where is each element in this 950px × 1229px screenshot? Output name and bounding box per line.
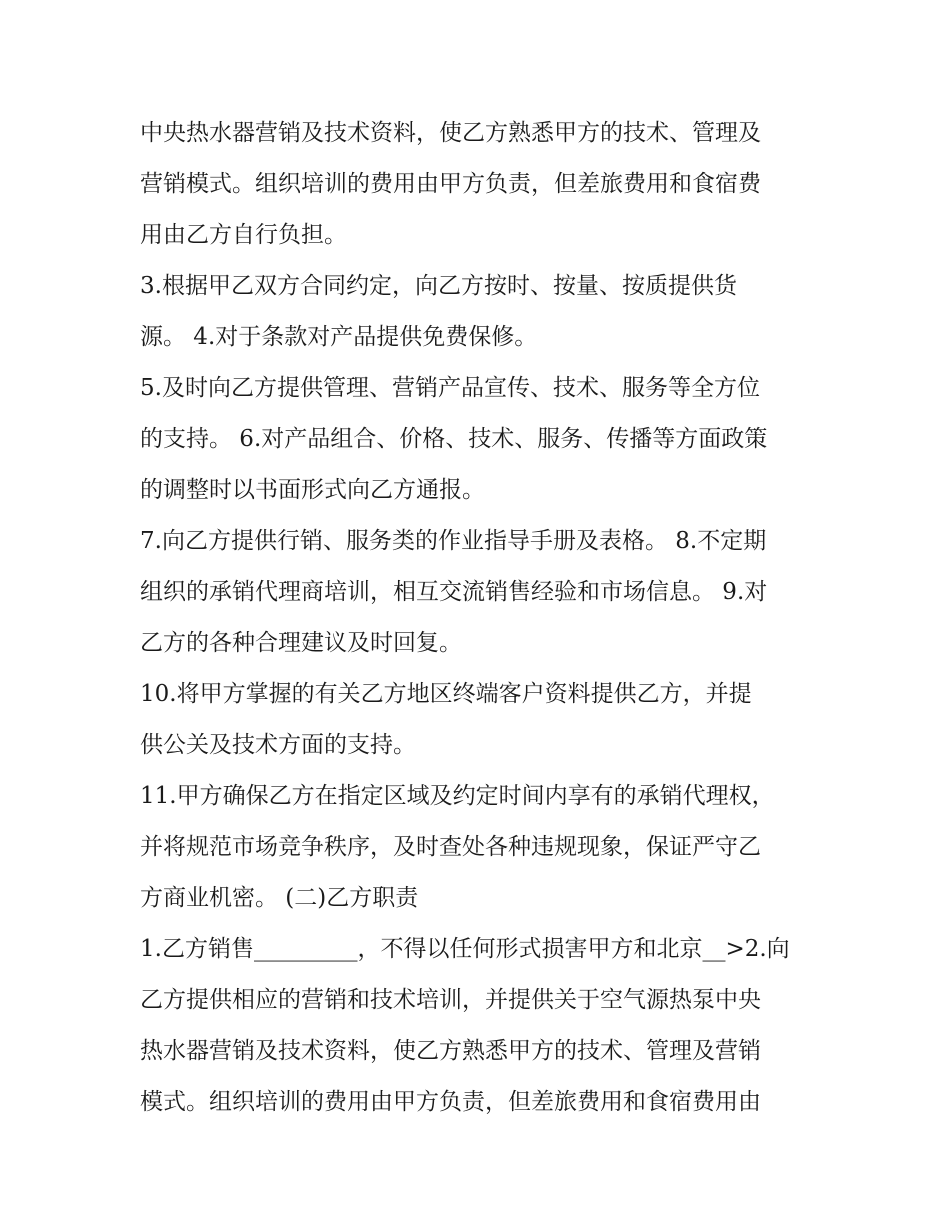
text-line: 乙方提供相应的营销和技术培训，并提供关于空气源热泵中央 — [140, 987, 761, 1013]
text-line: 并将规范市场竞争秩序，及时查处各种违规现象，保证严守乙 — [140, 834, 761, 860]
text-line: 用由乙方自行负担。 — [140, 222, 347, 248]
text-line: 10.将甲方掌握的有关乙方地区终端客户资料提供乙方，并提 — [140, 681, 752, 707]
text-line: 模式。组织培训的费用由甲方负责，但差旅费用和食宿费用由 — [140, 1089, 761, 1115]
text-line: 的支持。 6.对产品组合、价格、技术、服务、传播等方面政策 — [140, 426, 768, 452]
text-line: 3.根据甲乙双方合同约定，向乙方按时、按量、按质提供货 — [140, 273, 737, 299]
text-line: 方商业机密。 (二)乙方职责 — [140, 885, 419, 911]
text-line: 供公关及技术方面的支持。 — [140, 732, 416, 758]
text-line: 的调整时以书面形式向乙方通报。 — [140, 477, 485, 503]
text-line: 源。 4.对于条款对产品提供免费保修。 — [140, 324, 538, 350]
document-body — [140, 108, 820, 1128]
text-line: 1.乙方销售_________，不得以任何形式损害甲方和北京__>2.向 — [140, 936, 790, 962]
text-line: 11.甲方确保乙方在指定区域及约定时间内享有的承销代理权， — [140, 783, 775, 809]
text-line: 组织的承销代理商培训，相互交流销售经验和市场信息。 9.对 — [140, 579, 768, 605]
text-line: 热水器营销及技术资料，使乙方熟悉甲方的技术、管理及营销 — [140, 1038, 761, 1064]
text-line: 营销模式。组织培训的费用由甲方负责，但差旅费用和食宿费 — [140, 171, 761, 197]
text-line: 5.及时向乙方提供管理、营销产品宣传、技术、服务等全方位 — [140, 375, 760, 401]
text-line: 中央热水器营销及技术资料，使乙方熟悉甲方的技术、管理及 — [140, 120, 761, 146]
text-line: 7.向乙方提供行销、服务类的作业指导手册及表格。 8.不定期 — [140, 528, 767, 554]
text-line: 乙方的各种合理建议及时回复。 — [140, 630, 462, 656]
